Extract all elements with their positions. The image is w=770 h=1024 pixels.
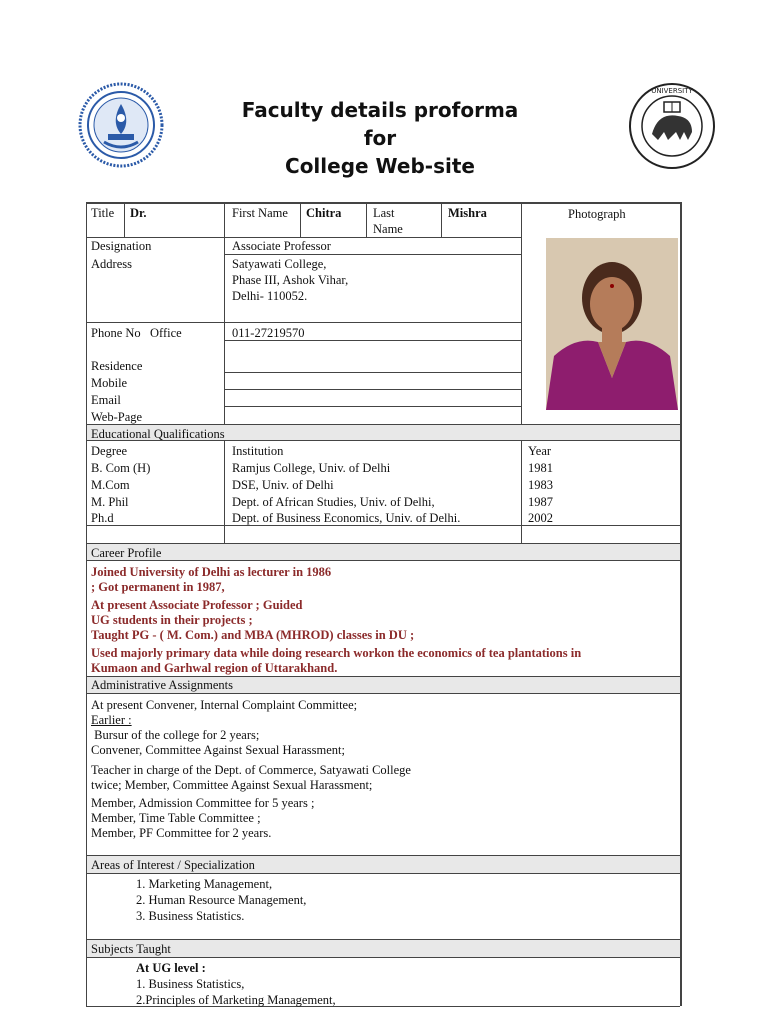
year-cell: 1981 [528,461,553,475]
mobile-label: Mobile [91,376,128,390]
degree-cell: M.Com [91,478,130,492]
year-cell: 2002 [528,511,553,525]
interest-item: 1. Marketing Management, [136,877,273,891]
career-line: UG students in their projects ; [91,613,253,627]
year-header: Year [528,444,552,458]
career-line: Joined University of Delhi as lecturer in 1986 [91,565,332,579]
residence-label: Residence [91,359,143,373]
institution-cell: Ramjus College, Univ. of Delhi [232,461,391,475]
page-title [230,96,530,180]
address-line-1: Satyawati College, [232,257,327,271]
admin-line: twice; Member, Committee Against Sexual Harassment; [91,778,373,792]
address-line-3: Delhi- 110052. [232,289,308,303]
phone-label: Phone No Office [91,326,182,340]
admin-line: Member, Admission Committee for 5 years ; [91,796,315,810]
subject-item: 2.Principles of Marketing Management, [136,993,336,1007]
career-line: Kumaon and Garhwal region of Uttarakhand. [91,661,338,675]
faculty-photo [546,238,678,410]
last-name-label-2: Name [373,222,403,236]
subjects-section-label: Subjects Taught [91,942,171,956]
admin-line: Member, Time Table Committee ; [91,811,261,825]
svg-text:UNIVERSITY: UNIVERSITY [651,87,693,95]
title-line-2: College Web-site [285,154,475,178]
admin-line: Convener, Committee Against Sexual Harassment; [91,743,345,757]
education-section-label: Educational Qualifications [91,427,225,441]
institution-cell: DSE, Univ. of Delhi [232,478,334,492]
webpage-label: Web-Page [91,410,143,424]
interests-section-label: Areas of Interest / Specialization [91,858,255,872]
last-name-label-1: Last [373,206,395,220]
last-name-value: Mishra [448,206,487,220]
first-name-value: Chitra [306,206,342,220]
institution-cell: Dept. of African Studies, Univ. of Delhi, [232,495,435,509]
address-label: Address [91,257,132,271]
career-section-label: Career Profile [91,546,162,560]
degree-cell: B. Com (H) [91,461,151,475]
university-of-delhi-seal-icon [628,82,716,170]
subject-item: 1. Business Statistics, [136,977,245,991]
institution-header: Institution [232,444,284,458]
ug-level-label: At UG level : [136,961,206,975]
degree-cell: M. Phil [91,495,129,509]
year-cell: 1987 [528,495,553,509]
degree-header: Degree [91,444,128,458]
year-cell: 1983 [528,478,553,492]
admin-line: Member, PF Committee for 2 years. [91,826,272,840]
career-line: Taught PG - ( M. Com.) and MBA (MHROD) classes in DU ; [91,628,415,642]
admin-section-label: Administrative Assignments [91,678,234,692]
career-line: At present Associate Professor ; Guided [91,598,303,612]
title-label: Title [91,206,115,220]
admin-line: Earlier : [91,713,132,727]
address-line-2: Phase III, Ashok Vihar, [232,273,349,287]
title-line-1: Faculty details proforma for [241,98,519,150]
institution-cell: Dept. of Business Economics, Univ. of Delhi. [232,511,461,525]
title-value: Dr. [130,206,147,220]
admin-line: Bursur of the college for 2 years; [91,728,260,742]
interest-item: 3. Business Statistics. [136,909,245,923]
photograph-label: Photograph [568,207,626,221]
first-name-label: First Name [232,206,288,220]
admin-line: Teacher in charge of the Dept. of Commerce, Satyawati College [91,763,411,777]
designation-value: Associate Professor [232,239,331,253]
designation-label: Designation [91,239,152,253]
satyawati-college-emblem-icon [78,82,164,168]
email-label: Email [91,393,121,407]
career-line: ; Got permanent in 1987, [91,580,225,594]
degree-cell: Ph.d [91,511,114,525]
admin-line: At present Convener, Internal Complaint Committee; [91,698,358,712]
career-line: Used majorly primary data while doing research workon the economics of tea plantations in [91,646,582,660]
interest-item: 2. Human Resource Management, [136,893,307,907]
phone-value: 011-27219570 [232,326,305,340]
